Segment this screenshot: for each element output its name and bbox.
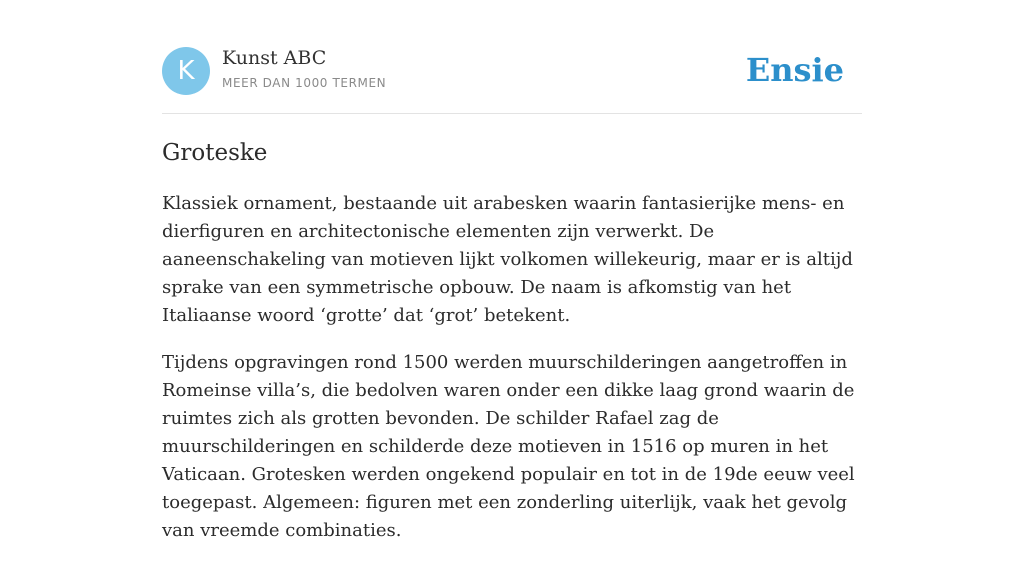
definition-paragraph: Klassiek ornament, bestaande uit arabesken waarin fantasierijke mens- en dierfiguren en architectonische elementen zijn verwerkt. De aaneenschakeling van motieven lijkt volkomen willekeurig, maar er is altijd sprake van een symmetrische opbouw. De naam is afkomstig van het Italiaanse woord ‘grotte’ dat ‘grot’ betekent.: [162, 193, 853, 326]
source-title[interactable]: Kunst ABC: [222, 47, 327, 69]
term-title: Groteske: [162, 140, 268, 166]
source-header: [162, 0, 862, 114]
ensie-logo[interactable]: Ensie: [745, 51, 844, 89]
source-avatar[interactable]: K: [162, 47, 210, 95]
source-subtitle: MEER DAN 1000 TERMEN: [222, 76, 387, 90]
definition-paragraph: Tijdens opgravingen rond 1500 werden muurschilderingen aangetroffen in Romeinse villa’s, die bedolven waren onder een dikke laag grond waarin de ruimtes zich als grotten bevonden. De schilder Rafael zag de muurschilderingen en schilderde deze motieven in 1516 op muren in het Vaticaan. Grotesken werden ongekend populair en tot in de 19de eeuw veel toegepast. Algemeen: figuren met een zonderling uiterlijk, vaak het gevolg van vreemde combinaties.: [162, 352, 855, 541]
term-definition: [162, 190, 862, 564]
page-container: [162, 0, 862, 541]
